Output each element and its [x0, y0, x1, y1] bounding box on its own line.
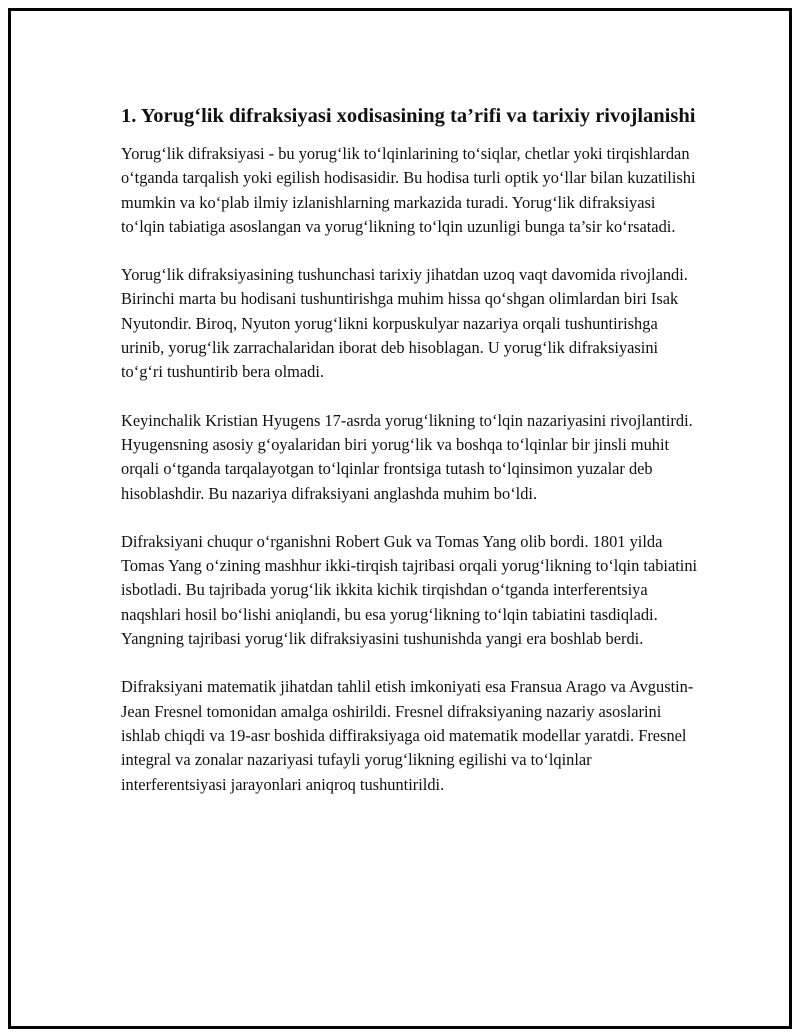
section-heading: 1. Yorug‘lik difraksiyasi xodisasining ta’rifi va tarixiy rivojlanishi [121, 105, 696, 127]
paragraph-huygens: Keyinchalik Kristian Hyugens 17-asrda yorug‘likning to‘lqin nazariyasini rivojlantirdi. Hyugensning asosiy g‘oyalaridan biri yorug‘lik va boshqa to‘lqinlar bir jinsli muhit orqali o‘tganda tarqalayotgan to‘lqinlar frontsiga tutash to‘lqinsimon yuzalar deb hisoblashdir. Bu nazariya difraksiyani anglashda muhim bo‘ldi. [121, 410, 693, 503]
document-body [121, 103, 701, 797]
paragraph-newton: Yorug‘lik difraksiyasining tushunchasi tarixiy jihatdan uzoq vaqt davomida rivojlandi. Birinchi marta bu hodisani tushuntirishga muhim hissa qo‘shgan olimlardan biri Isak Nyutondir. Biroq, Nyuton yorug‘likni korpuskulyar nazariya orqali tushuntirishga urinib, yorug‘lik zarrachalaridan iborat deb hisoblagan. U yorug‘lik difraksiyasini to‘g‘ri tushuntirib bera olmadi. [121, 265, 688, 382]
paragraph-young: Difraksiyani chuqur o‘rganishni Robert Guk va Tomas Yang olib bordi. 1801 yilda Tomas Yang o‘zining mashhur ikki-tirqish tajribasi orqali yorug‘likning to‘lqin tabiatini isbotladi. Bu tajribada yorug‘lik ikkita kichik tirqishdan o‘tganda interferentsiya naqshlari hosil bo‘lishi aniqlandi, bu esa yorug‘likning to‘lqin tabiatini tasdiqladi. Yangning tajribasi yorug‘lik difraksiyasini tushunishda yangi era boshlab berdi. [121, 531, 698, 649]
page-border [8, 8, 792, 1029]
paragraph-fresnel: Difraksiyani matematik jihatdan tahlil etish imkoniyati esa Fransua Arago va Avgustin-Jean Fresnel tomonidan amalga oshirildi. Fresnel difraksiyaning nazariy asoslarini ishlab chiqdi va 19-asr boshida diffiraksiyaga oid matematik modellar yaratdi. Fresnel integral va zonalar nazariyasi tufayli yorug‘likning egilishi va to‘lqinlar interferentsiyasi jarayonlari aniqroq tushuntirildi. [121, 677, 694, 794]
paragraph-definition: Yorug‘lik difraksiyasi - bu yorug‘lik to‘lqinlarining to‘siqlar, chetlar yoki tirqishlardan o‘tganda tarqalish yoki egilish hodisasidir. Bu hodisa turli optik yo‘llar bilan kuzatilishi mumkin va ko‘plab ilmiy izlanishlarning markazida turadi. Yorug‘lik difraksiyasi to‘lqin tabiatiga asoslangan va yorug‘likning to‘lqin uzunligi bunga ta’sir ko‘rsatadi. [121, 144, 696, 236]
